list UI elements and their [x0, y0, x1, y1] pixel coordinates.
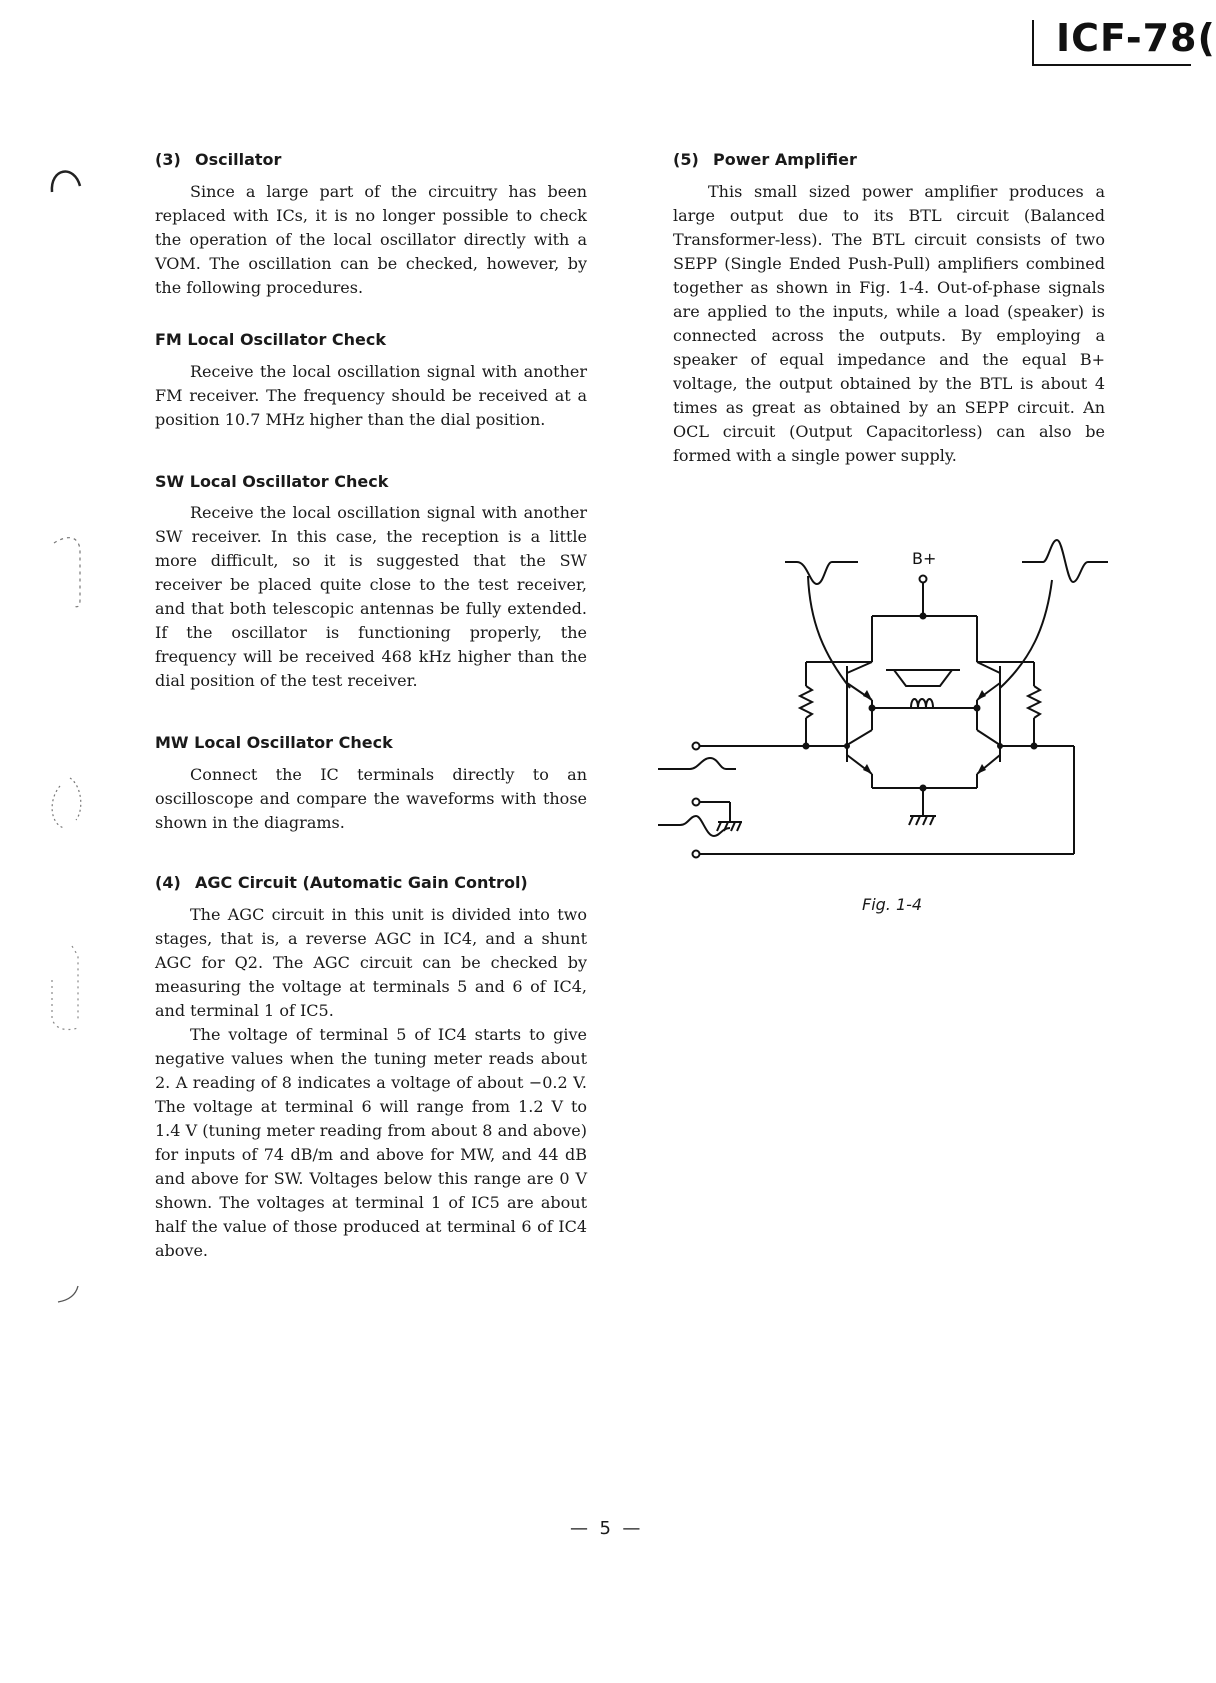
heading-text: Power Amplifier [713, 150, 857, 169]
sw-check-heading: SW Local Oscillator Check [155, 471, 389, 491]
document-model-title: ICF-78( [1056, 16, 1216, 60]
right-column [673, 150, 1105, 468]
heading-text: Oscillator [195, 150, 282, 169]
agc-paragraph-2: The voltage of terminal 5 of IC4 starts to give negative values when the tuning meter reads about 2. A reading of 8 indicates a voltage of about −0.2 V. The voltage at terminal 6 will range from 1.2 V to 1.4 V (tuning meter reading from about 8 and above) for inputs of 74 dB/m and above for MW, and 44 dB and above for SW. Voltages below this range are 0 V shown. The voltages at terminal 1 of IC5 are about half the value of those produced at terminal 6 of IC4 above. [155, 1024, 587, 1260]
header-rule-horizontal [1032, 64, 1191, 66]
header-rule-vertical [1032, 20, 1034, 66]
speaker-coil [911, 699, 933, 708]
fm-check-heading: FM Local Oscillator Check [155, 329, 387, 349]
resistor-left [800, 686, 812, 718]
speaker-cone [894, 670, 952, 686]
input-waveform-right [1022, 540, 1108, 582]
oscillator-paragraph: Since a large part of the circuitry has been replaced with ICs, it is no longer possible to check the operation of the local oscillator directly with a VOM. The oscillation can be checked, however, by the following procedures. [155, 181, 587, 297]
resistor-right [1028, 686, 1040, 718]
oscillator-heading [155, 150, 587, 171]
page-number: — 5 — [570, 1518, 641, 1539]
section-number: (3) [155, 150, 181, 169]
left-column [155, 150, 587, 1263]
mw-check-heading: MW Local Oscillator Check [155, 733, 393, 753]
heading-text: AGC Circuit (Automatic Gain Control) [195, 873, 528, 893]
binder-hole-marks [40, 160, 100, 1360]
figure-caption: Fig. 1-4 [862, 895, 923, 914]
section-number: (5) [673, 150, 699, 169]
sw-check-paragraph: Receive the local oscillation signal with another SW receiver. In this case, the reception is a little more difficult, so it is suggested that the SW receiver be placed quite close to the test receiver, and that both telescopic antennas be fully extended. If the oscillator is functioning properly, the frequency will be received 468 kHz higher than the dial position of the test receiver. [155, 503, 587, 691]
mw-check-paragraph: Connect the IC terminals directly to an oscilloscope and compare the waveforms with those shown in the diagrams. [155, 765, 587, 833]
input-waveform-left [785, 562, 858, 584]
btl-circuit-diagram [660, 540, 1120, 880]
power-amp-heading [673, 150, 1105, 171]
agc-paragraph-1: The AGC circuit in this unit is divided into two stages, that is, a reverse AGC in IC4, and a shunt AGC for Q2. The AGC circuit can be checked by measuring the voltage at terminals 5 and 6 of IC4, and terminal 1 of IC5. [155, 904, 587, 1020]
section-number: (4) [155, 873, 181, 893]
power-amp-paragraph: This small sized power amplifier produces a large output due to its BTL circuit (Balanced Transformer-less). The BTL circuit consists of two SEPP (Single Ended Push-Pull) amplifiers combined together as shown in Fig. 1-4. Out-of-phase signals are applied to the inputs, while a load (speaker) is connected across the outputs. By employing a speaker of equal impedance and the equal B+ voltage, the output obtained by the BTL is about 4 times as great as obtained by an SEPP circuit. An OCL circuit (Output Capacitorless) can also be formed with a single power supply. [673, 181, 1105, 465]
fm-check-paragraph: Receive the local oscillation signal with another FM receiver. The frequency should be received at a position 10.7 MHz higher than the dial position. [155, 361, 587, 429]
agc-heading [155, 873, 587, 894]
supply-label: B+ [912, 549, 937, 568]
